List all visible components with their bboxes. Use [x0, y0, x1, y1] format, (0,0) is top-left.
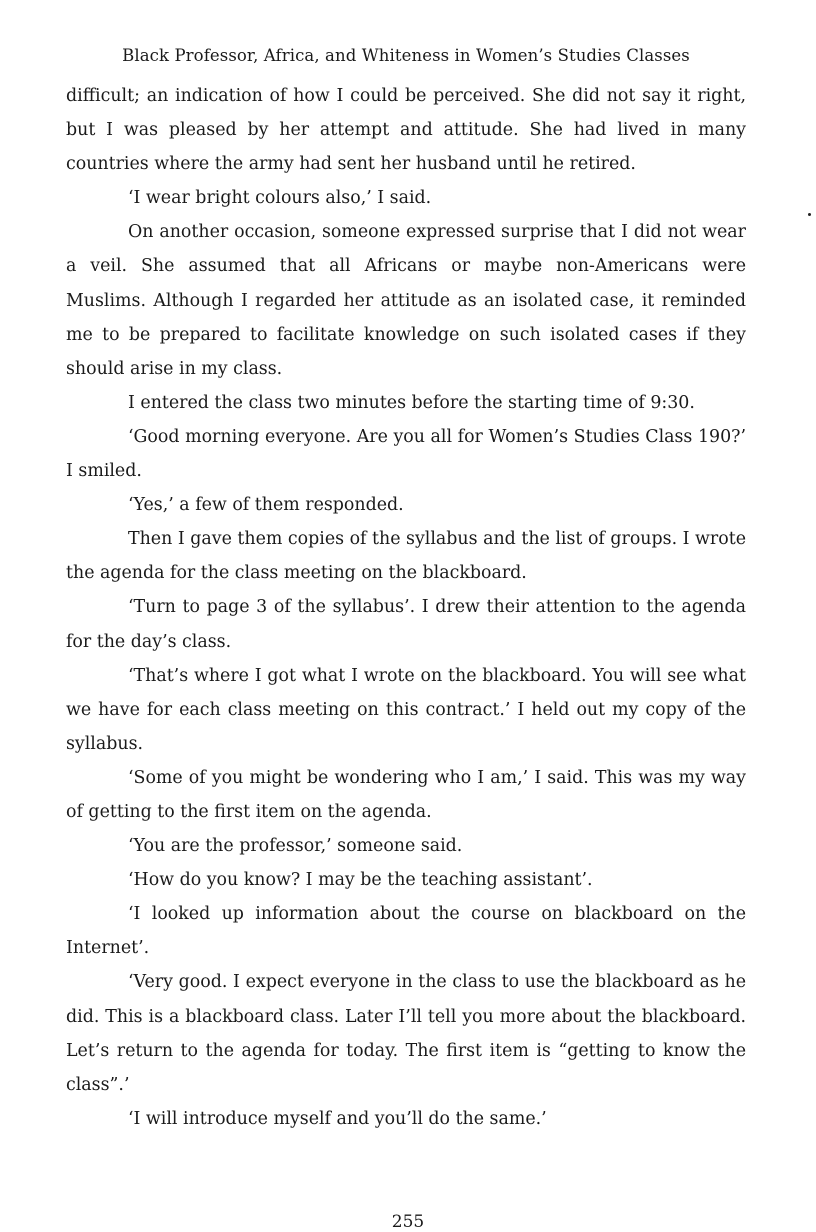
paragraph: ‘That’s where I got what I wrote on the blackboard. You will see what we have for each class meeting on this contract.’ I held out my copy of the syllabus. [66, 665, 746, 754]
paragraph: ‘Good morning everyone. Are you all for Women’s Studies Class 190?’ I smiled. [66, 426, 746, 482]
paragraph: On another occasion, someone expressed surprise that I did not wear a veil. She assumed that all Africans or maybe non-Americans were Muslims. Although I regarded her attitude as an isolated case, it reminded me to be prepared to facilitate knowledge on such isolated cases if they should arise in my class. [66, 222, 746, 379]
paragraph: ‘Yes,’ a few of them responded. [128, 495, 404, 516]
running-head: Black Professor, Africa, and Whiteness in Women’s Studies Classes [122, 46, 690, 65]
book-page [66, 46, 746, 1136]
paragraph-continued: difficult; an indication of how I could be perceived. She did not say it right, but I was pleased by her attempt and attitude. She had lived in many countries where the army had sent her husband until he retired. [66, 86, 746, 175]
paragraph: ‘Some of you might be wondering who I am,’ I said. This was my way of getting to the first item on the agenda. [66, 767, 746, 822]
paragraph: ‘I wear bright colours also,’ I said. [128, 188, 432, 209]
paragraph: ‘You are the professor,’ someone said. [128, 836, 463, 857]
paragraph: ‘Turn to page 3 of the syllabus’. I drew their attention to the agenda for the day’s class. [66, 597, 746, 652]
paragraph: ‘I looked up information about the course on blackboard on the Internet’. [66, 904, 746, 959]
paragraph: Then I gave them copies of the syllabus and the list of groups. I wrote the agenda for the class meeting on the blackboard. [66, 529, 746, 584]
paragraph: ‘Very good. I expect everyone in the class to use the blackboard as he did. This is a blackboard class. Later I’ll tell you more about the blackboard. Let’s return to the agenda for today. The first item is “getting to know the class”.’ [66, 972, 746, 1095]
page-number: 255 [391, 1212, 425, 1232]
paragraph: I entered the class two minutes before the starting time of 9:30. [128, 392, 695, 413]
scan-speck [808, 213, 811, 216]
paragraph: ‘I will introduce myself and you’ll do the same.’ [128, 1108, 547, 1129]
body-text [66, 79, 746, 1136]
paragraph: ‘How do you know? I may be the teaching assistant’. [128, 870, 593, 891]
